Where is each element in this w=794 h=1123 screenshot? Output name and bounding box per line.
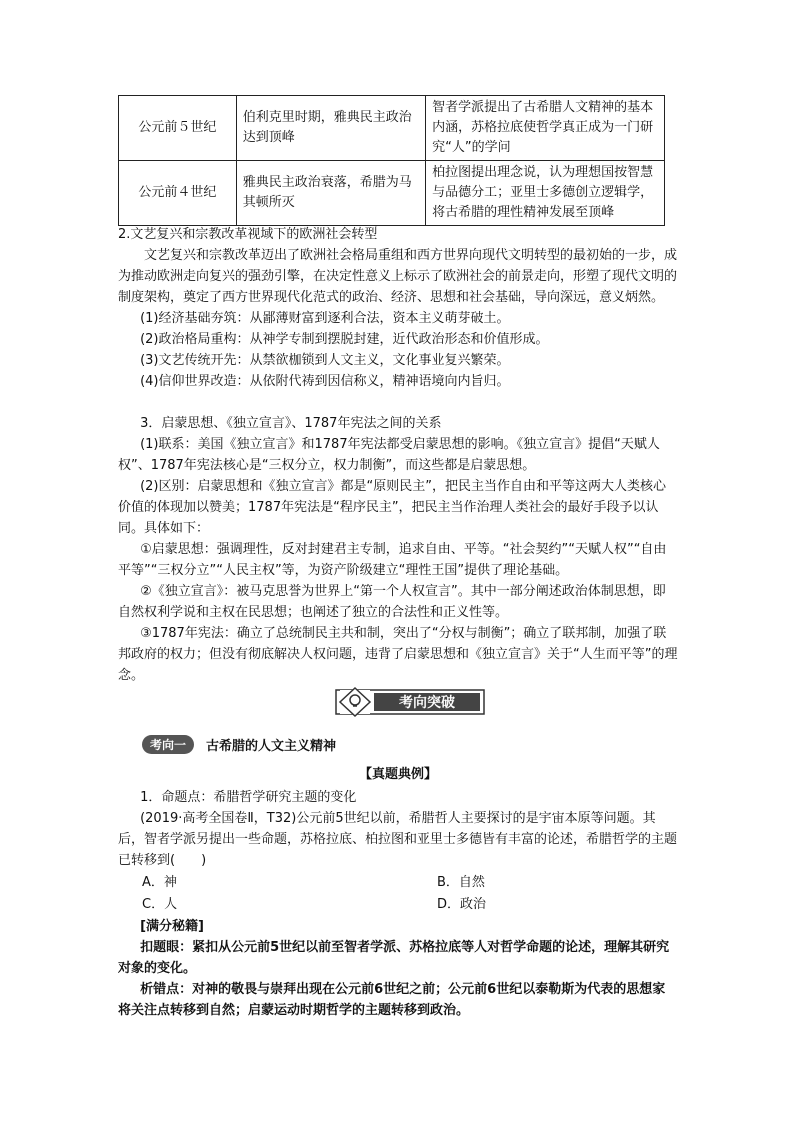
list-item: (4)信仰世界改造：从依附代祷到因信称义，精神语境向内旨归。 (140, 374, 510, 389)
paragraph: ③1787年宪法：确立了总统制民主共和制，突出了“分权与制衡”；确立了联邦制，加强了联邦政府的权力；但没有彻底解决人权问题，违背了启蒙思想和《独立宣言》关于“人生而平等”的理念。 (118, 626, 678, 683)
section-pill: 考向一 (142, 735, 194, 754)
section-banner (334, 686, 486, 718)
tips-title: [满分秘籍] (140, 919, 204, 934)
section-label (142, 734, 336, 754)
tip-paragraph: 扣题眼：紧扣从公元前5世纪以前至智者学派、苏格拉底等人对哲学命题的论述，理解其研究对象的变化。 (118, 940, 670, 976)
table-row (119, 161, 665, 226)
tips (118, 916, 678, 1021)
paragraph: (2)区别：启蒙思想和《独立宣言》都是“原则民主”，把民主当作自由和平等这两大人类核心价值的体现加以赞美；1787年宪法是“程序民主”，把民主当作治理人类社会的最好手段予以认同。具体如下： (118, 479, 666, 536)
example-title: 【真题典例】 (358, 767, 437, 782)
paragraph: ①启蒙思想：强调理性，反对封建君主专制，追求自由、平等。“社会契约”“天赋人权”“自由平等”“三权分立”“人民主权”等，为资产阶级建立“理性王国”提供了理论基础。 (118, 542, 667, 578)
section-heading: 2.文艺复兴和宗教改革视域下的欧洲社会转型 (118, 227, 378, 242)
list-item: (1)经济基础夯筑：从鄙薄财富到逐利合法，资本主义萌芽破土。 (140, 311, 510, 326)
section-2 (118, 224, 678, 392)
option-d[interactable]: D．政治 (437, 897, 487, 912)
periods-table (118, 95, 665, 226)
question-source: (2019·高考全国卷Ⅱ，T32) (140, 811, 297, 826)
paragraph: ②《独立宣言》：被马克思誉为世界上“第一个人权宣言”。其中一部分阐述政治体制思想，即自然权利学说和主权在民思想；也阐述了独立的合法性和正义性等。 (118, 584, 666, 620)
tip-paragraph: 析错点：对神的敬畏与崇拜出现在公元前6世纪之前；公元前6世纪以泰勒斯为代表的思想家将关注点转移到自然；启蒙运动时期哲学的主题转移到政治。 (118, 982, 666, 1018)
question-text: (2019·高考全国卷Ⅱ，T32)公元前5世纪以前，希腊哲人主要探讨的是宇宙本原等问题。其后，智者学派另提出一些命题，苏格拉底、柏拉图和亚里士多德皆有丰富的论述，希腊哲学的主题已转移到( ) (118, 811, 678, 868)
section-title: 古希腊的人文主义精神 (206, 738, 337, 754)
option-a[interactable]: A．神 (142, 875, 177, 890)
paragraph: 文艺复兴和宗教改革迈出了欧洲社会格局重组和西方世界向现代文明转型的最初始的一步，成为推动欧洲走向复兴的强劲引擎，在决定性意义上标示了欧洲社会的前景走向，形塑了现代文明的制度架构，奠定了西方世界现代化范式的政治、经济、思想和社会基础，导向深远，意义炳然。 (118, 248, 678, 305)
table-cell-politics: 伯利克里时期，雅典民主政治达到顶峰 (236, 96, 425, 161)
list-item: (2)政治格局重构：从神学专制到摆脱封建，近代政治形态和价值形成。 (140, 332, 549, 347)
banner-title: 考向突破 (399, 695, 455, 711)
table-row (119, 96, 665, 161)
table-cell-period: 公元前４世纪 (119, 161, 237, 226)
table-cell-period: 公元前５世纪 (119, 96, 237, 161)
section-3 (118, 413, 678, 686)
answer-options (142, 872, 602, 916)
table-cell-thought: 智者学派提出了古希腊人文精神的基本内涵，苏格拉底使哲学真正成为一门研究“人”的学问 (426, 96, 665, 161)
section-heading: 3．启蒙思想、《独立宣言》、1787年宪法之间的关系 (140, 416, 442, 431)
table-cell-thought: 柏拉图提出理念说，认为理想国按智慧与品德分工；亚里士多德创立逻辑学，将古希腊的理性精神发展至顶峰 (426, 161, 665, 226)
example-question (118, 787, 678, 871)
list-item: (3)文艺传统开先：从禁欲枷锁到人文主义，文化事业复兴繁荣。 (140, 353, 510, 368)
table-cell-politics: 雅典民主政治衰落，希腊为马其顿所灭 (236, 161, 425, 226)
paragraph: (1)联系：美国《独立宣言》和1787年宪法都受启蒙思想的影响。《独立宣言》提倡“天赋人权”、1787年宪法核心是“三权分立，权力制衡”，而这些都是启蒙思想。 (118, 437, 660, 473)
question-point: 1．命题点：希腊哲学研究主题的变化 (140, 790, 357, 805)
option-b[interactable]: B．自然 (437, 875, 485, 890)
option-c[interactable]: C．人 (142, 897, 178, 912)
